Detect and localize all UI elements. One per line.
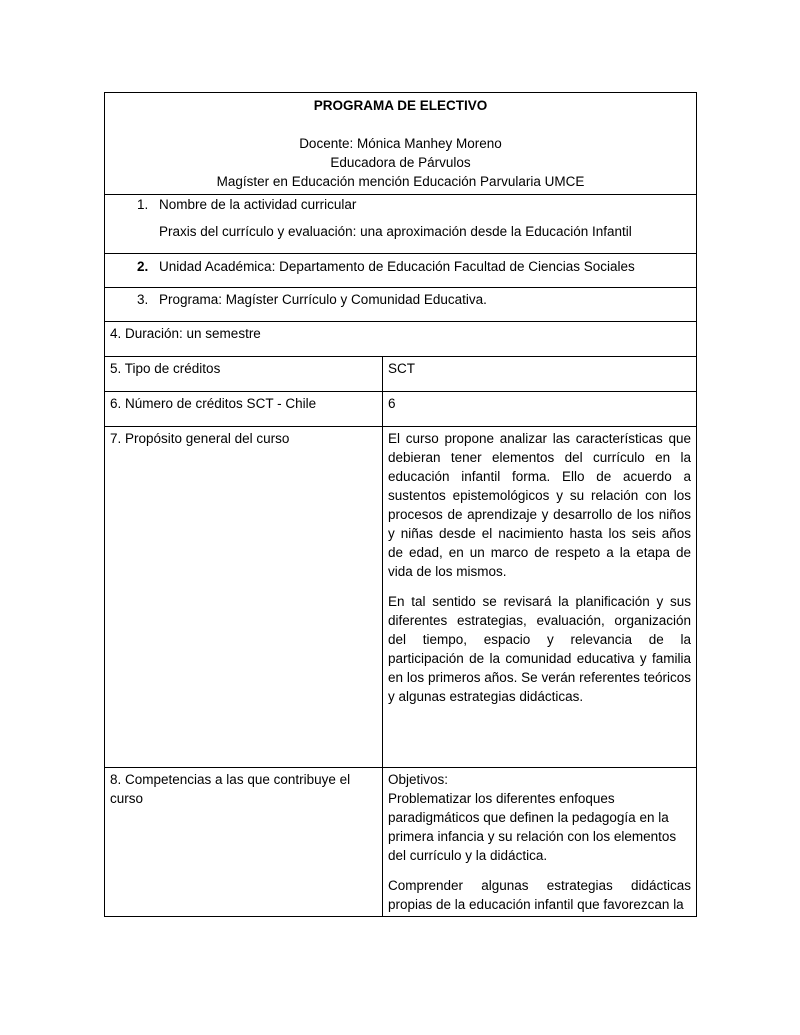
item3-row xyxy=(105,288,697,322)
item7-row xyxy=(105,427,697,768)
item1-cell xyxy=(105,195,697,254)
item7-label: 7. Propósito general del curso xyxy=(105,427,383,768)
item5-row xyxy=(105,357,697,392)
item4-text: 4. Duración: un semestre xyxy=(110,326,261,341)
objetivos-label: Objetivos: xyxy=(388,772,449,787)
item2-cell xyxy=(105,254,697,288)
docente-line: Docente: Mónica Manhey Moreno xyxy=(299,136,502,151)
item4-row xyxy=(105,322,697,357)
item2-row xyxy=(105,254,697,288)
item8-label: 8. Competencias a las que contribuye el curso xyxy=(105,768,383,917)
item3-number: 3. xyxy=(137,292,149,307)
item2-number: 2. xyxy=(137,259,149,274)
item8-value xyxy=(383,768,697,917)
item2-text: Unidad Académica: Departamento de Educación Facultad de Ciencias Sociales xyxy=(159,259,635,274)
document-title: PROGRAMA DE ELECTIVO xyxy=(313,98,488,113)
item5-label: 5. Tipo de créditos xyxy=(105,357,383,392)
item7-paragraph-2: En tal sentido se revisará la planificación y sus diferentes estrategias, evaluación, organización del tiempo, espacio y relevancia de la participación de la comunidad educativa y familia en los primeros años. Se verán referentes teóricos y algunas estrategias didácticas. xyxy=(388,594,691,704)
item1-number: 1. xyxy=(137,197,149,212)
item4-cell xyxy=(105,322,697,357)
header-cell xyxy=(105,93,697,195)
item1-value: Praxis del currículo y evaluación: una aproximación desde la Educación Infantil xyxy=(159,224,632,239)
item3-text: Programa: Magíster Currículo y Comunidad Educativa. xyxy=(159,292,487,307)
item6-value: 6 xyxy=(383,392,697,427)
item3-cell xyxy=(105,288,697,322)
item7-value xyxy=(383,427,697,768)
program-table xyxy=(104,92,697,917)
item1-row xyxy=(105,195,697,254)
grado-line: Magíster en Educación mención Educación Parvularia UMCE xyxy=(216,174,585,189)
item7-paragraph-1: El curso propone analizar las características que debieran tener elementos del currículo en la educación infantil forma. Ello de acuerdo a sustentos epistemológicos y su relación con los procesos de aprendizaje y desarrollo de los niños y niñas desde el nacimiento hasta los seis años de edad, en un marco de respeto a la etapa de vida de los mismos. xyxy=(388,431,691,579)
item5-value: SCT xyxy=(383,357,697,392)
objetivo-1: Problematizar los diferentes enfoques paradigmáticos que definen la pedagogía en la primera infancia y su relación con los elementos del currículo y la didáctica. xyxy=(388,791,677,863)
objetivo-2: Comprender algunas estrategias didácticas propias de la educación infantil que favorezcan la xyxy=(388,878,691,912)
profesion-line: Educadora de Párvulos xyxy=(330,155,471,170)
header-row xyxy=(105,93,697,195)
item1-label: Nombre de la actividad curricular xyxy=(159,197,357,212)
item8-row xyxy=(105,768,697,917)
item6-row xyxy=(105,392,697,427)
item6-label: 6. Número de créditos SCT - Chile xyxy=(105,392,383,427)
